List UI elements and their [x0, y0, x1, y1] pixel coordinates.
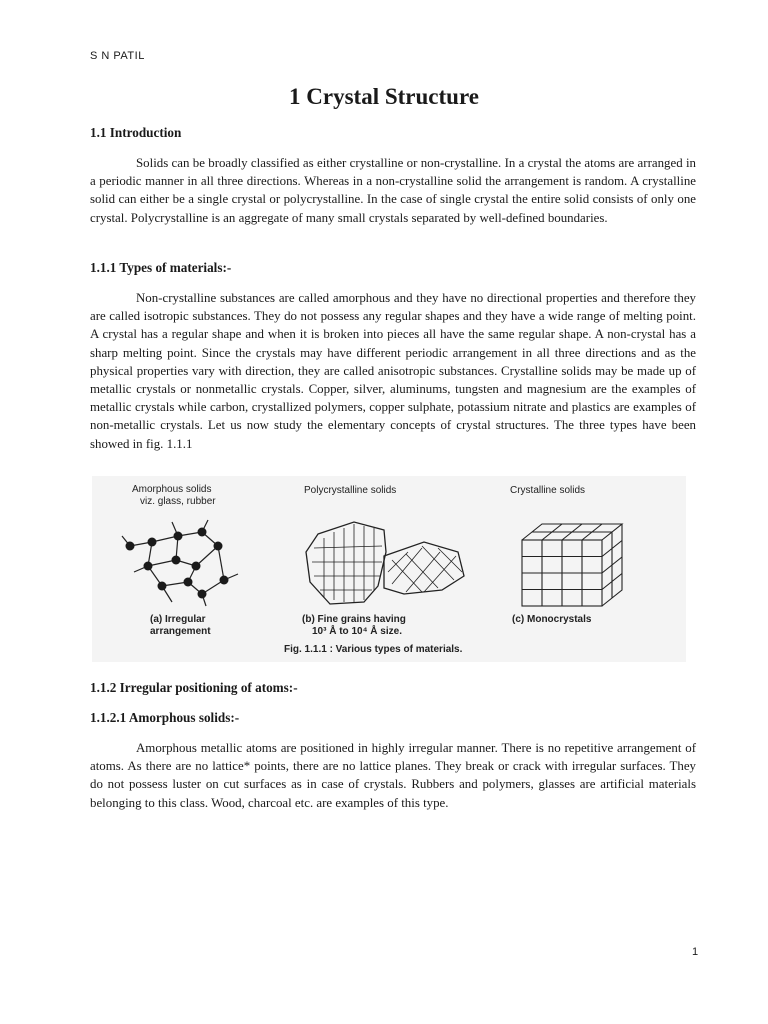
- amorphous-heading: 1.1.2.1 Amorphous solids:-: [90, 710, 240, 725]
- intro-text: Solids can be broadly classified as either crystalline or non-crystalline. In a crystal the atoms are arranged in a periodic manner in all three directions. Whereas in a non-crystalline solid the arrangement is random. A crystalline solid can either be a single crystal or polycrystalline. In the case of single crystal the entire solid consists of only one crystal. Polycrystalline is an aggregate of many small crystals separated by well-defined boundaries.: [90, 156, 696, 225]
- fig-crystal-title: Crystalline solids: [510, 485, 586, 496]
- fig-caption-b-2: 10³ Å to 10⁴ Å size.: [312, 626, 402, 637]
- fig-caption-b-1: (b) Fine grains having: [302, 614, 406, 625]
- fig-caption-a-2: arrangement: [150, 626, 211, 637]
- running-header-author: S N PATIL: [90, 50, 145, 62]
- figure-types-of-materials: [92, 476, 686, 662]
- fig-caption-c: (c) Monocrystals: [512, 614, 592, 625]
- intro-paragraph: [90, 154, 696, 227]
- amorphous-paragraph: [90, 739, 696, 812]
- fig-caption-a-1: (a) Irregular: [150, 614, 206, 625]
- polycrystal-grains: [306, 522, 464, 604]
- intro-heading: 1.1 Introduction: [90, 125, 182, 140]
- page-title: 1 Crystal Structure: [289, 84, 479, 109]
- monocrystal-cube: [522, 524, 622, 606]
- fig-poly-title: Polycrystalline solids: [304, 485, 397, 496]
- types-paragraph: [90, 289, 696, 453]
- amorphous-text: Amorphous metallic atoms are positioned in highly irregular manner. There is no repetitive arrangement of atoms. As there are no lattice* points, there are no lattice planes. They break or crack with irregular surfaces. They do not possess luster on cut surfaces as in case of crystals. Rubbers and polymers, glasses are artificial materials belonging to this class. Wood, charcoal etc. are examples of this type.: [90, 741, 696, 810]
- amorphous-atoms: [126, 528, 229, 599]
- page-number: 1: [692, 946, 699, 958]
- fig-amorphous-title-1: Amorphous solids: [132, 484, 212, 495]
- figure-illustration: [92, 476, 686, 662]
- types-heading: 1.1.1 Types of materials:-: [90, 260, 232, 275]
- irregular-heading: 1.1.2 Irregular positioning of atoms:-: [90, 680, 298, 695]
- fig-amorphous-title-2: viz. glass, rubber: [140, 496, 216, 507]
- fig-caption: Fig. 1.1.1 : Various types of materials.: [284, 644, 463, 655]
- types-text: Non-crystalline substances are called amorphous and they have no directional properties and therefore they are called isotropic substances. They do not possess any regular shapes and they have a wide range of melting point. A crystal has a regular shape and when it is broken into pieces all have the same regular shape. A non-crystal has a sharp melting point. Since the crystals may have different periodic arrangement in all three directions and as the physical properties vary with direction, they are called anisotropic substances. Crystalline solids may be made up of metallic crystals or nonmetallic crystals. Copper, silver, aluminums, tungsten and magnesium are the examples of metallic crystals while carbon, crystallized polymers, copper sulphate, potassium nitrate and plastics are examples of non-metallic crystals. Let us now study the elementary concepts of crystal structures. The three types have been showed in fig. 1.1.1: [90, 291, 696, 451]
